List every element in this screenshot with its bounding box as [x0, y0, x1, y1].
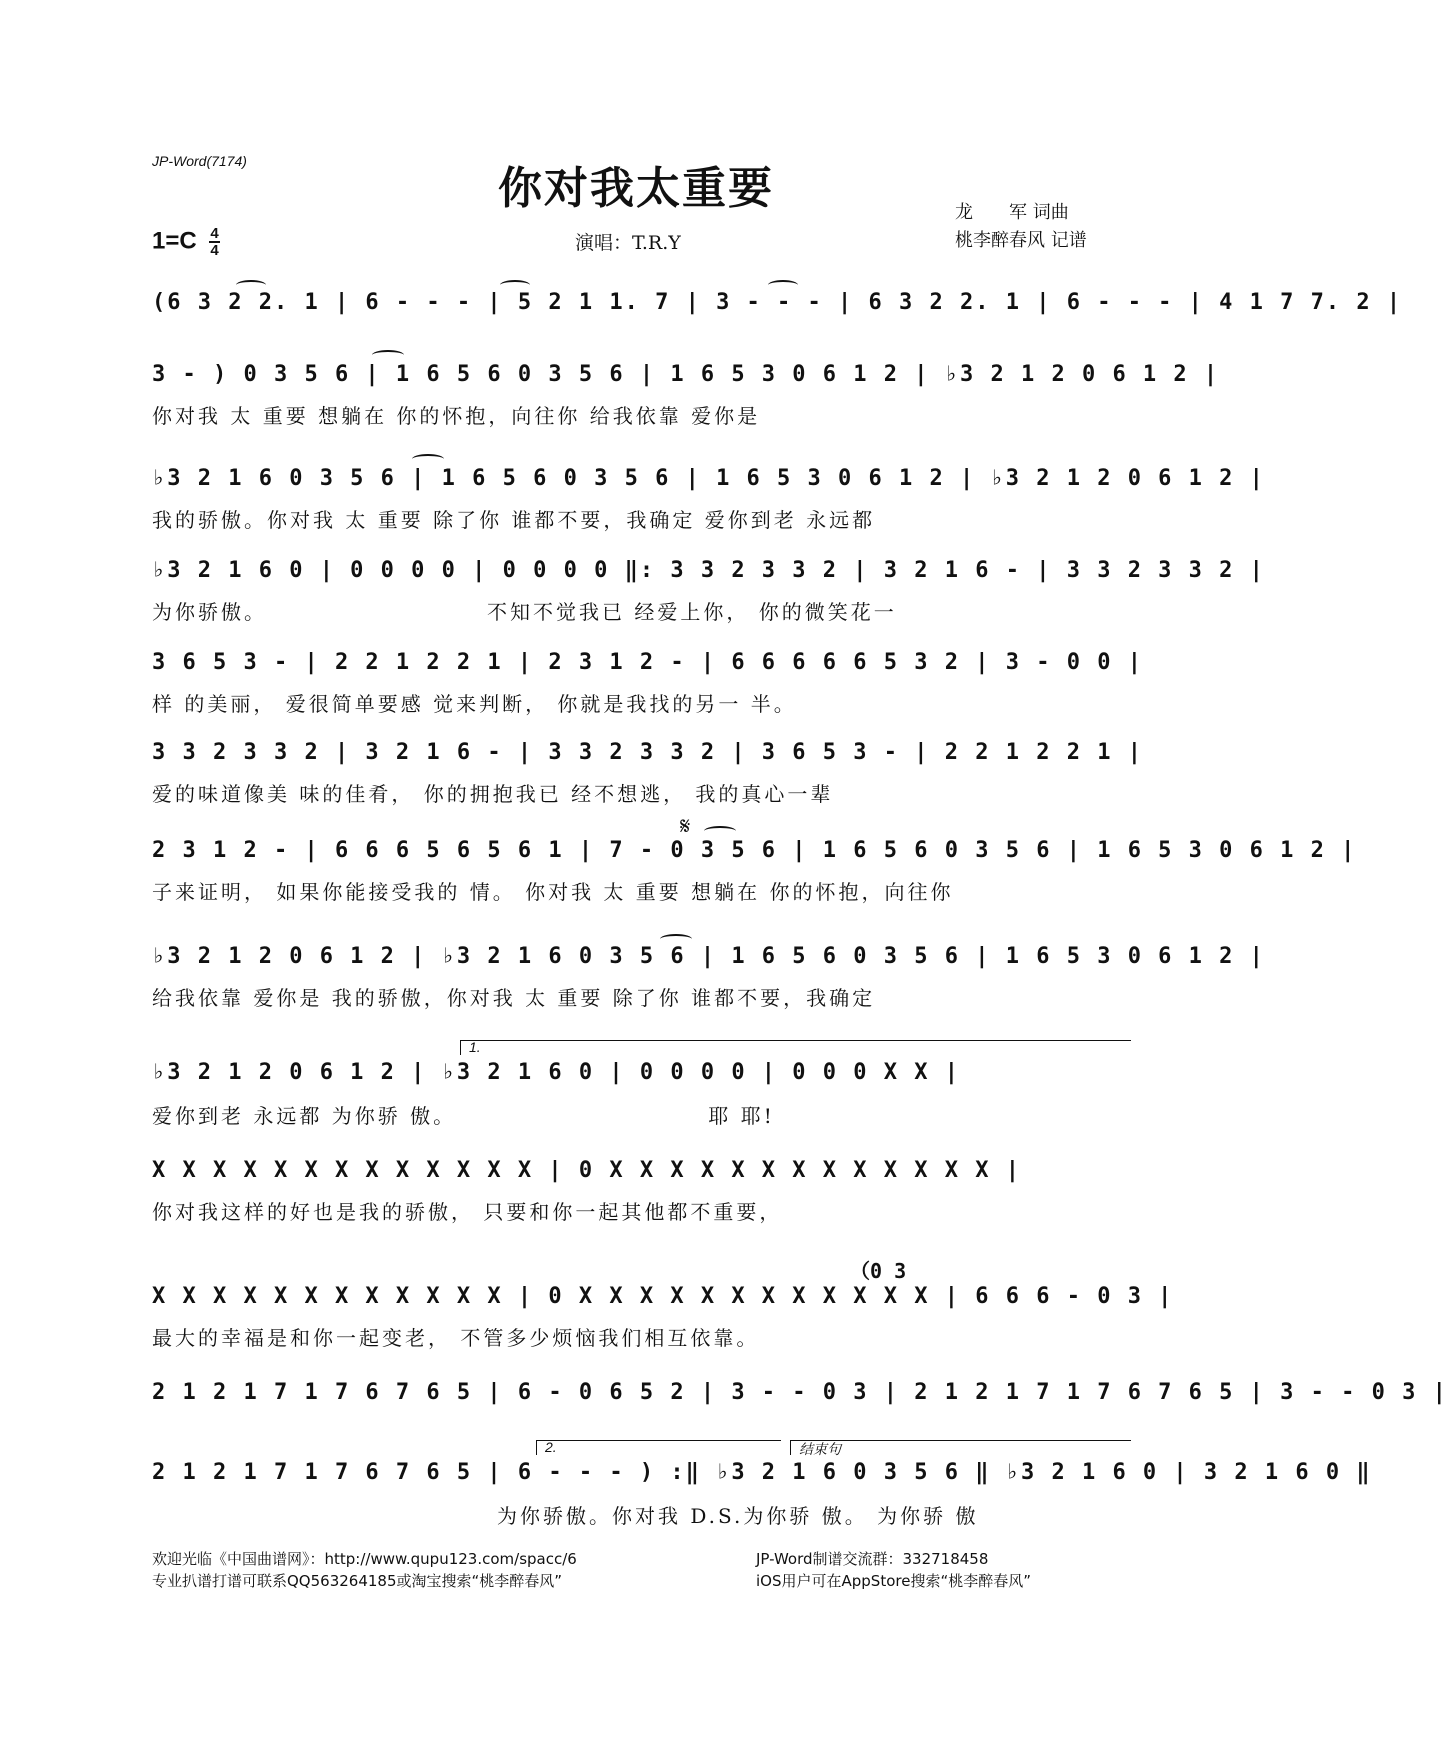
score-lyrics-line: 最大的幸福是和你一起变老， 不管多少烦恼我们相互依靠。 [152, 1326, 760, 1350]
footer-group: JP-Word制谱交流群：332718458 [756, 1550, 989, 1568]
segno-mark: 𝄋 [680, 812, 691, 840]
score-lyrics-line: 我的骄傲。你对我 太 重要 除了你 谁都不要，我确定 爱你到老 永远都 [152, 508, 876, 532]
score-music-line: ♭3 2 1 2 0 6 1 2 | ♭3 2 1 6 0 | 0 0 0 0 | 0 0 0 X X | [152, 1060, 960, 1085]
tie-mark [500, 280, 530, 290]
time-signature [209, 226, 219, 258]
score-music-line: ♭3 2 1 6 0 | 0 0 0 0 | 0 0 0 0 ‖: 3 3 2 3 3 2 | 3 2 1 6 - | 3 3 2 3 3 2 | [152, 558, 1265, 583]
tie-mark [236, 280, 266, 290]
score-lyrics-line: 为你骄傲。你对我 D.S.为你骄 傲。 为你骄 傲 [152, 1504, 979, 1528]
score-lyrics-line: 你对我 太 重要 想躺在 你的怀抱，向往你 给我依靠 爱你是 [152, 404, 761, 428]
score-lyrics-line: 给我依靠 爱你是 我的骄傲，你对我 太 重要 除了你 谁都不要，我确定 [152, 986, 876, 1010]
score-music-line: 3 3 2 3 3 2 | 3 2 1 6 - | 3 3 2 3 3 2 | 3 6 5 3 - | 2 2 1 2 2 1 | [152, 740, 1143, 765]
slur-mark [412, 454, 444, 464]
score-music-line: X X X X X X X X X X X X | 0 X X X X X X X X X X X X | 6 6 6 - 0 3 | [152, 1284, 1174, 1309]
key-label: 1=C [152, 227, 197, 255]
score-lyrics-line: 爱你到老 永远都 为你骄 傲。 耶 耶! [152, 1104, 775, 1128]
slur-mark [704, 826, 736, 836]
software-label: JP-Word(7174) [152, 153, 247, 169]
lyrics-music-credit: 龙 军 词曲 [955, 202, 1069, 223]
footer-ios: iOS用户可在AppStore搜索“桃李醉春风” [756, 1572, 1031, 1590]
time-bottom: 4 [210, 242, 219, 259]
score-music-line: ♭3 2 1 6 0 3 5 6 | 1 6 5 6 0 3 5 6 | 1 6 5 3 0 6 1 2 | ♭3 2 1 2 0 6 1 2 | [152, 466, 1265, 491]
transcriber-credit: 桃李醉春风 记谱 [955, 230, 1087, 251]
score-music-line: 2 3 1 2 - | 6 6 6 5 6 5 6 1 | 7 - 0 3 5 6 | 1 6 5 6 0 3 5 6 | 1 6 5 3 0 6 1 2 | [152, 838, 1357, 863]
song-title: 你对我太重要 [498, 163, 774, 214]
slur-mark [660, 934, 692, 944]
slur-mark [372, 350, 404, 360]
score-lyrics-line: 子来证明， 如果你能接受我的 情。 你对我 太 重要 想躺在 你的怀抱，向往你 [152, 880, 954, 904]
score-music-line: 2 1 2 1 7 1 7 6 7 6 5 | 6 - - - ) :‖ ♭3 2 1 6 0 3 5 6 ‖ ♭3 2 1 6 0 | 3 2 1 6 0 ‖ [152, 1460, 1372, 1485]
score-lyrics-line: 你对我这样的好也是我的骄傲， 只要和你一起其他都不重要， [152, 1200, 783, 1224]
coda-bracket [790, 1440, 1131, 1455]
score-lyrics-line: 为你骄傲。 不知不觉我已 经爱上你， 你的微笑花一 [152, 600, 897, 624]
volta-bracket-2 [536, 1440, 781, 1455]
coda-label: 结束句 [799, 1441, 841, 1457]
score-music-line: 3 - ) 0 3 5 6 | 1 6 5 6 0 3 5 6 | 1 6 5 3 0 6 1 2 | ♭3 2 1 2 0 6 1 2 | [152, 362, 1220, 387]
key-signature [152, 226, 220, 258]
time-top: 4 [210, 225, 219, 242]
footer-website: 欢迎光临《中国曲谱网》：http://www.qupu123.com/spacc/6 [152, 1550, 577, 1568]
singer-credit: 演唱：T.R.Y [575, 232, 681, 254]
volta-1-label: 1. [469, 1039, 481, 1055]
volta-bracket-1 [460, 1040, 1131, 1055]
pickup-notes: （0 3 [850, 1259, 907, 1283]
score-music-line: 3 6 5 3 - | 2 2 1 2 2 1 | 2 3 1 2 - | 6 6 6 6 6 5 3 2 | 3 - 0 0 | [152, 650, 1143, 675]
tie-mark [768, 280, 798, 290]
footer-contact: 专业扒谱打谱可联系QQ563264185或淘宝搜索“桃李醉春风” [152, 1572, 563, 1590]
score-music-line: X X X X X X X X X X X X X | 0 X X X X X X X X X X X X X | [152, 1158, 1021, 1183]
score-music-line: (6 3 2 2. 1 | 6 - - - | 5 2 1 1. 7 | 3 - - - | 6 3 2 2. 1 | 6 - - - | 4 1 7 7. 2 | [152, 290, 1403, 315]
score-lyrics-line: 爱的味道像美 味的佳肴， 你的拥抱我已 经不想逃， 我的真心一辈 [152, 782, 834, 806]
score-music-line: 2 1 2 1 7 1 7 6 7 6 5 | 6 - 0 6 5 2 | 3 - - 0 3 | 2 1 2 1 7 1 7 6 7 6 5 | 3 - - 0 3 | [152, 1380, 1448, 1405]
volta-2-label: 2. [545, 1439, 557, 1455]
score-music-line: ♭3 2 1 2 0 6 1 2 | ♭3 2 1 6 0 3 5 6 | 1 6 5 6 0 3 5 6 | 1 6 5 3 0 6 1 2 | [152, 944, 1265, 969]
score-lyrics-line: 样 的美丽， 爱很简单要感 觉来判断， 你就是我找的另一 半。 [152, 692, 797, 716]
